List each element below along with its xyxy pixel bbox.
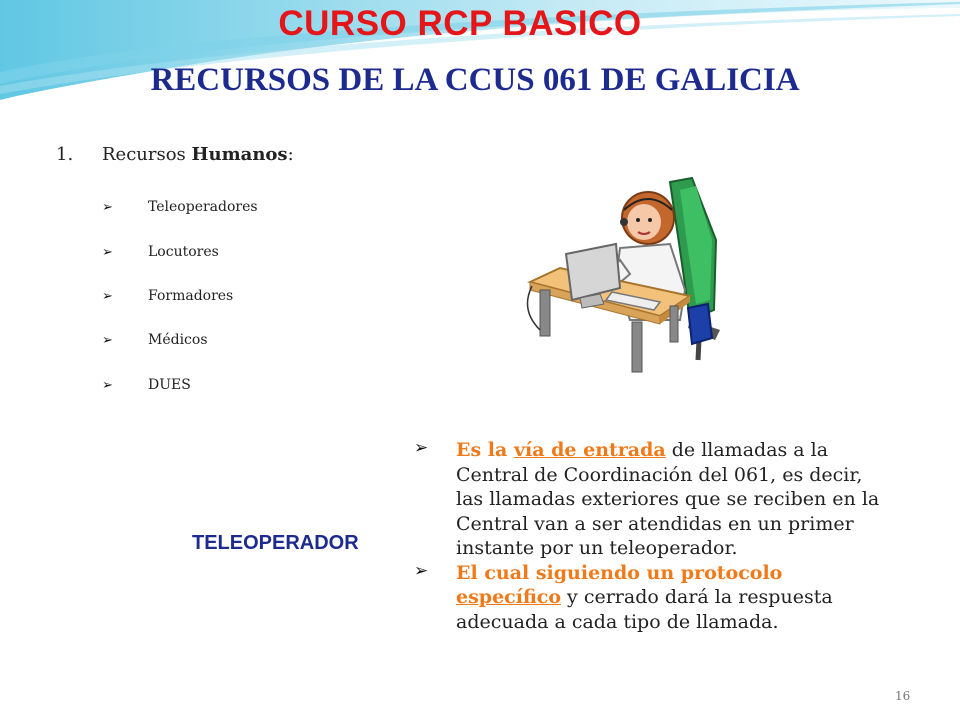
arrow-bullet-icon: ➢ xyxy=(414,438,429,458)
resource-item xyxy=(102,244,219,260)
highlight-underlined-text: vía de entrada xyxy=(513,439,666,461)
arrow-bullet-icon: ➢ xyxy=(102,378,113,393)
highlight-text: Es la xyxy=(456,439,514,461)
resource-label: Locutores xyxy=(148,244,219,260)
resource-item xyxy=(102,332,208,348)
role-description xyxy=(412,438,882,634)
section-label-prefix: Recursos xyxy=(102,144,186,165)
paragraph-text: y cerrado dará la respuesta adecuada a cada tipo de llamada. xyxy=(456,586,833,633)
description-paragraph xyxy=(412,561,882,635)
description-paragraph xyxy=(412,438,882,561)
highlight-text: El cual siguiendo un protocolo xyxy=(456,561,783,584)
arrow-bullet-icon: ➢ xyxy=(102,289,113,304)
resource-item xyxy=(102,377,191,393)
resource-item xyxy=(102,288,233,304)
teleoperator-illustration xyxy=(520,170,750,380)
role-label: TELEOPERADOR xyxy=(192,532,359,554)
section-number: 1. xyxy=(56,144,74,165)
section-label-bold: Humanos xyxy=(191,144,288,165)
page-number: 16 xyxy=(895,689,911,703)
slide-title: RECURSOS DE LA CCUS 061 DE GALICIA xyxy=(150,62,800,98)
arrow-bullet-icon: ➢ xyxy=(102,333,113,348)
arrow-bullet-icon: ➢ xyxy=(102,245,113,260)
resource-item xyxy=(102,199,258,215)
course-title: CURSO RCP BASICO xyxy=(278,4,642,43)
arrow-bullet-icon: ➢ xyxy=(102,200,113,215)
resource-label: Teleoperadores xyxy=(148,199,258,215)
resource-label: DUES xyxy=(148,377,191,393)
resource-label: Formadores xyxy=(148,288,234,304)
section-heading xyxy=(56,144,294,165)
arrow-bullet-icon: ➢ xyxy=(414,560,429,581)
paragraph-text: de llamadas a la Central de Coordinación del 061, es decir, las llamadas exteriores que se reciben en la Central van a ser atendidas en un primer instante por un teleoperador. xyxy=(456,439,880,559)
section-label-suffix: : xyxy=(287,144,294,165)
resource-label: Médicos xyxy=(148,332,208,348)
highlight-underlined-text: específico xyxy=(456,586,562,608)
